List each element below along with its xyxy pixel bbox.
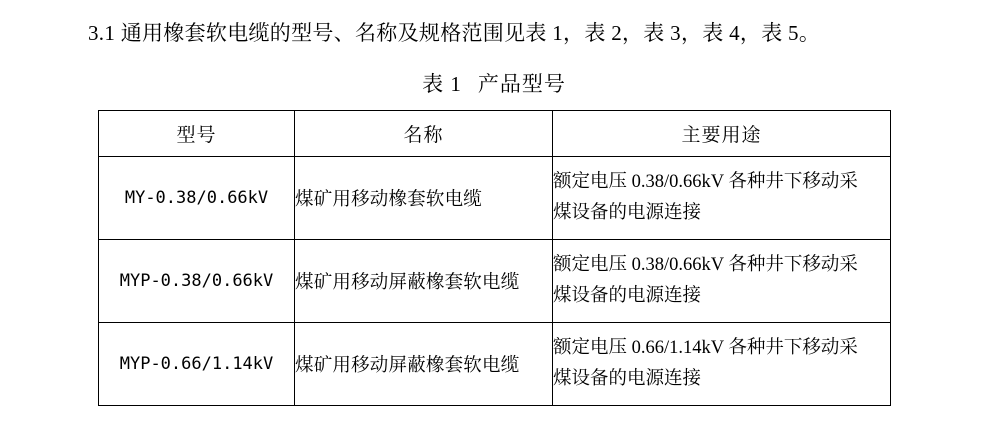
cell-model: MY-0.38/0.66kV <box>99 157 295 240</box>
cell-use <box>553 240 891 323</box>
column-header-model: 型号 <box>99 111 295 157</box>
cell-use-line-2: 煤设备的电源连接 <box>553 369 702 389</box>
cell-name: 煤矿用移动屏蔽橡套软电缆 <box>295 323 553 406</box>
cell-model: MYP-0.66/1.14kV <box>99 323 295 406</box>
cell-use-line-2: 煤设备的电源连接 <box>553 203 702 223</box>
cell-use-line-1: 额定电压 0.38/0.66kV 各种井下移动采 <box>553 172 858 192</box>
cell-name: 煤矿用移动屏蔽橡套软电缆 <box>295 240 553 323</box>
table-body <box>99 157 891 406</box>
cell-use-line-1: 额定电压 0.66/1.14kV 各种井下移动采 <box>553 338 858 358</box>
table-row <box>99 323 891 406</box>
cell-name: 煤矿用移动橡套软电缆 <box>295 157 553 240</box>
table-caption-title: 产品型号 <box>477 72 566 96</box>
cell-use <box>553 323 891 406</box>
cell-model: MYP-0.38/0.66kV <box>99 240 295 323</box>
table-caption <box>0 68 988 98</box>
cell-use-line-2: 煤设备的电源连接 <box>553 286 702 306</box>
table-header-row <box>99 111 891 157</box>
table-header <box>99 111 891 157</box>
table-row <box>99 240 891 323</box>
table-caption-label: 表 1 <box>422 72 462 96</box>
section-intro-paragraph: 3.1 通用橡套软电缆的型号、名称及规格范围见表 1，表 2，表 3，表 4，表 5。 <box>88 21 821 45</box>
cell-use-line-1: 额定电压 0.38/0.66kV 各种井下移动采 <box>553 255 858 275</box>
table-row <box>99 157 891 240</box>
product-model-table <box>98 110 891 406</box>
column-header-use: 主要用途 <box>553 111 891 157</box>
cell-use <box>553 157 891 240</box>
column-header-name: 名称 <box>295 111 553 157</box>
